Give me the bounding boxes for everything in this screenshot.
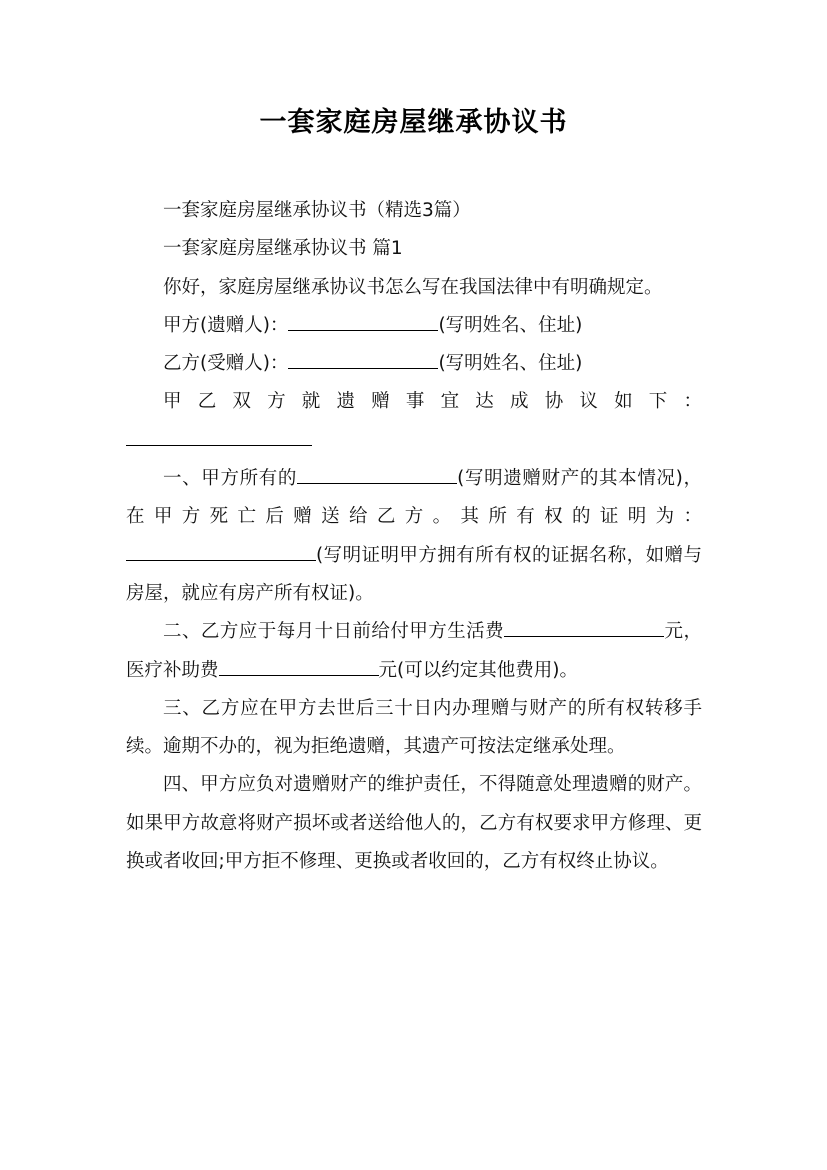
party-b-label: 乙方(受赠人)： xyxy=(163,353,289,375)
party-b-hint: (写明姓名、住址) xyxy=(438,353,583,375)
clause-1-part3: (写明证明甲方拥有所有权的证据名称，如赠与房屋，就应有房产所有权证)。 xyxy=(126,544,702,604)
intro-paragraph: 你好，家庭房屋继承协议书怎么写在我国法律中有明确规定。 xyxy=(163,276,663,298)
clause-1-blank-proof xyxy=(126,540,316,560)
clause-2-part3: 元(可以约定其他费用)。 xyxy=(378,659,578,681)
party-b-blank xyxy=(288,349,438,369)
clause-2-part1: 二、乙方应于每月十日前给付甲方生活费 xyxy=(163,621,505,643)
agreement-intro-blank-line xyxy=(126,422,702,460)
clause-2 xyxy=(126,613,702,690)
party-a-blank xyxy=(288,310,438,330)
agreement-blank xyxy=(126,425,312,445)
section-heading: 一套家庭房屋继承协议书 篇1 xyxy=(163,238,403,260)
clause-1 xyxy=(126,460,702,613)
party-a-hint: (写明姓名、住址) xyxy=(438,314,583,336)
agreement-intro: 甲乙双方就遗赠事宜达成协议如下： xyxy=(163,391,702,413)
document-body xyxy=(126,192,702,881)
clause-1-part2: (写明遗赠财产的其本情况)，在甲方死亡后赠送给乙方。其所有权的证明为： xyxy=(126,468,702,528)
clause-1-part1: 一、甲方所有的 xyxy=(163,468,298,490)
clause-2-blank-medical xyxy=(219,655,379,675)
party-b-line xyxy=(126,345,702,383)
clause-3: 三、乙方应在甲方去世后三十日内办理赠与财产的所有权转移手续。逾期不办的，视为拒绝遗赠，其遗产可按法定继承处理。 xyxy=(126,697,702,758)
clause-1-blank-property xyxy=(297,464,457,484)
document-title: 一套家庭房屋继承协议书 xyxy=(259,107,568,138)
clause-2-blank-living xyxy=(504,617,664,637)
document-subtitle: 一套家庭房屋继承协议书（精选3篇） xyxy=(163,200,471,221)
party-a-label: 甲方(遗赠人)： xyxy=(163,314,289,336)
clause-4: 四、甲方应负对遗赠财产的维护责任，不得随意处理遗赠的财产。如果甲方故意将财产损坏或者送给他人的，乙方有权要求甲方修理、更换或者收回;甲方拒不修理、更换或者收回的，乙方有权终止协议。 xyxy=(126,774,702,873)
clause-2-part2: 元，医疗补助费 xyxy=(126,621,702,681)
party-a-line xyxy=(126,307,702,345)
